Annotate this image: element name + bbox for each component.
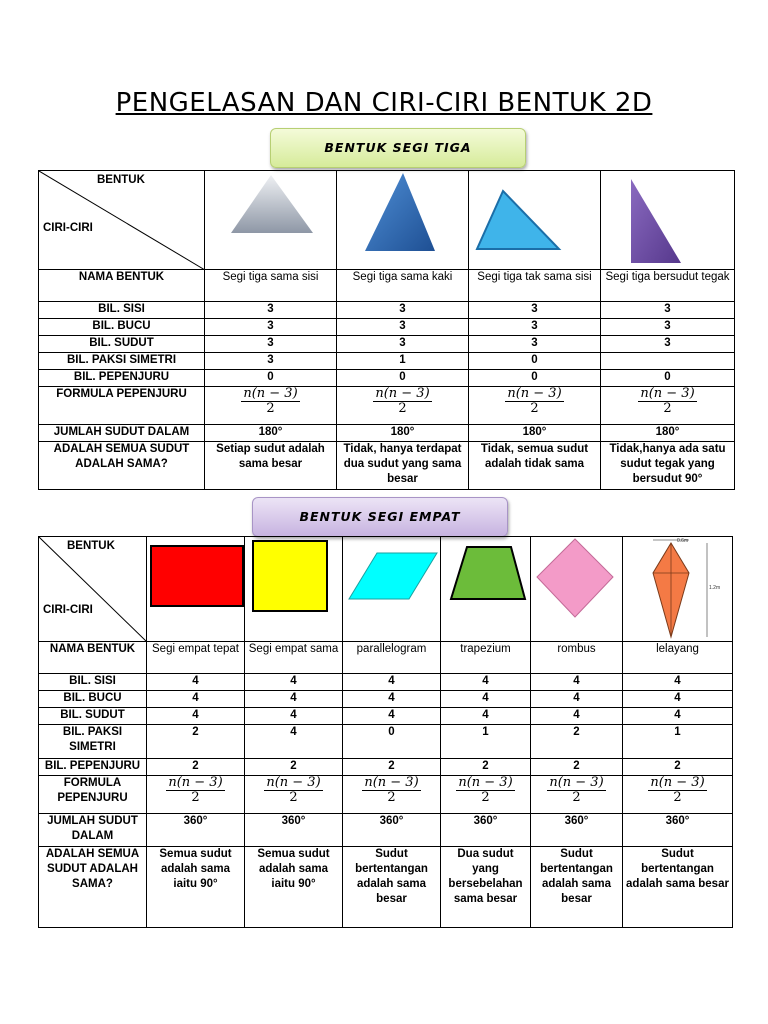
equilateral-triangle-icon	[205, 171, 337, 270]
formula-fraction	[505, 387, 563, 416]
formula-denominator: 2	[398, 401, 407, 416]
isosceles-triangle-icon	[337, 171, 469, 270]
cell-sudut: 4	[245, 708, 343, 725]
cell-pepenjuru: 2	[441, 759, 531, 776]
cell-nama: Segi tiga tak sama sisi	[469, 270, 601, 302]
cell-formula	[343, 776, 441, 814]
cell-sama: Tidak, hanya terdapat dua sudut yang sama besar	[337, 442, 469, 490]
shape-cell	[337, 171, 469, 270]
cell-jumlah: 180°	[205, 425, 337, 442]
formula-denominator: 2	[266, 401, 275, 416]
cell-nama: rombus	[531, 642, 623, 674]
row-label-sama: ADALAH SEMUA SUDUT ADALAH SAMA?	[39, 442, 205, 490]
formula-numerator: n(n − 3)	[458, 775, 513, 790]
cell-nama: Segi tiga sama kaki	[337, 270, 469, 302]
cell-pepenjuru: 2	[531, 759, 623, 776]
formula-denominator: 2	[572, 790, 581, 805]
cell-sama: Tidak, semua sudut adalah tidak sama	[469, 442, 601, 490]
triangle-table	[38, 170, 735, 490]
formula-denominator: 2	[530, 401, 539, 416]
formula-numerator: n(n − 3)	[549, 775, 604, 790]
cell-sudut: 4	[343, 708, 441, 725]
cell-sama: Sudut bertentangan adalah sama besar	[343, 847, 441, 928]
cell-pepenjuru: 2	[245, 759, 343, 776]
formula-fraction	[241, 387, 299, 416]
shape-cell	[601, 171, 735, 270]
cell-sudut: 3	[469, 336, 601, 353]
cell-formula	[601, 387, 735, 425]
cell-nama: Segi empat tepat	[147, 642, 245, 674]
cell-paksi: 3	[205, 353, 337, 370]
cell-sisi: 3	[469, 302, 601, 319]
cell-bucu: 4	[441, 691, 531, 708]
row-label-paksi: BIL. PAKSI SIMETRI	[39, 353, 205, 370]
cell-paksi: 1	[337, 353, 469, 370]
header-ciri-ciri: CIRI-CIRI	[43, 222, 93, 234]
shape-cell	[469, 171, 601, 270]
formula-numerator: n(n − 3)	[243, 386, 298, 401]
cell-formula	[469, 387, 601, 425]
shape-cell	[623, 537, 733, 642]
row-label-sisi: BIL. SISI	[39, 674, 147, 691]
cell-bucu: 4	[147, 691, 245, 708]
page-title: PENGELASAN DAN CIRI-CIRI BENTUK 2D	[115, 88, 653, 118]
cell-nama: Segi empat sama	[245, 642, 343, 674]
cell-bucu: 4	[343, 691, 441, 708]
formula-fraction	[264, 776, 322, 805]
row-label-sudut: BIL. SUDUT	[39, 336, 205, 353]
formula-fraction	[648, 776, 706, 805]
cell-nama: Segi tiga sama sisi	[205, 270, 337, 302]
cell-bucu: 3	[337, 319, 469, 336]
row-label-pepenjuru: BIL. PEPENJURU	[39, 370, 205, 387]
row-label-formula: FORMULA PEPENJURU	[39, 776, 147, 814]
cell-paksi: 0	[343, 725, 441, 759]
cell-jumlah: 360°	[147, 814, 245, 847]
cell-bucu: 3	[601, 319, 735, 336]
cell-paksi	[601, 353, 735, 370]
cell-paksi: 1	[441, 725, 531, 759]
cell-formula	[205, 387, 337, 425]
cell-bucu: 3	[469, 319, 601, 336]
cell-jumlah: 360°	[441, 814, 531, 847]
cell-nama: Segi tiga bersudut tegak	[601, 270, 735, 302]
cell-paksi: 2	[531, 725, 623, 759]
row-label-pepenjuru: BIL. PEPENJURU	[39, 759, 147, 776]
cell-pepenjuru: 2	[623, 759, 733, 776]
cell-nama: trapezium	[441, 642, 531, 674]
row-label-sama: ADALAH SEMUA SUDUT ADALAH SAMA?	[39, 847, 147, 928]
trapezium-icon	[441, 537, 531, 642]
row-label-nama: NAMA BENTUK	[39, 270, 205, 302]
cell-sama: Semua sudut adalah sama iaitu 90°	[147, 847, 245, 928]
cell-nama: lelayang	[623, 642, 733, 674]
formula-denominator: 2	[191, 790, 200, 805]
cell-jumlah: 180°	[469, 425, 601, 442]
header-bentuk: BENTUK	[97, 174, 145, 186]
cell-paksi: 0	[469, 353, 601, 370]
cell-pepenjuru: 2	[147, 759, 245, 776]
cell-pepenjuru: 0	[337, 370, 469, 387]
cell-sudut: 4	[531, 708, 623, 725]
cell-sama: Dua sudut yang bersebelahan sama besar	[441, 847, 531, 928]
shape-cell	[245, 537, 343, 642]
cell-sisi: 4	[245, 674, 343, 691]
cell-sudut: 3	[205, 336, 337, 353]
cell-formula	[337, 387, 469, 425]
cell-sama: Sudut bertentangan adalah sama besar	[531, 847, 623, 928]
formula-denominator: 2	[663, 401, 672, 416]
formula-denominator: 2	[387, 790, 396, 805]
cell-sisi: 3	[205, 302, 337, 319]
formula-denominator: 2	[289, 790, 298, 805]
cell-pepenjuru: 0	[469, 370, 601, 387]
formula-fraction	[456, 776, 514, 805]
rhombus-icon	[531, 537, 623, 642]
row-label-jumlah: JUMLAH SUDUT DALAM	[39, 814, 147, 847]
cell-sama: Tidak,hanya ada satu sudut tegak yang bersudut 90°	[601, 442, 735, 490]
cell-paksi: 1	[623, 725, 733, 759]
cell-paksi: 4	[245, 725, 343, 759]
row-label-bucu: BIL. BUCU	[39, 691, 147, 708]
cell-formula	[147, 776, 245, 814]
cell-formula	[531, 776, 623, 814]
header-diagonal-cell	[39, 171, 205, 270]
formula-numerator: n(n − 3)	[168, 775, 223, 790]
formula-numerator: n(n − 3)	[364, 775, 419, 790]
kite-dim-side: 1.2m	[709, 585, 721, 591]
formula-numerator: n(n − 3)	[640, 386, 695, 401]
formula-fraction	[362, 776, 420, 805]
cell-sisi: 4	[441, 674, 531, 691]
cell-sudut: 4	[147, 708, 245, 725]
parallelogram-icon	[343, 537, 441, 642]
formula-numerator: n(n − 3)	[266, 775, 321, 790]
cell-jumlah: 360°	[531, 814, 623, 847]
cell-sudut: 3	[601, 336, 735, 353]
cell-sudut: 3	[337, 336, 469, 353]
banner-bentuk-segi-tiga: BENTUK SEGI TIGA	[270, 128, 526, 168]
header-ciri-ciri: CIRI-CIRI	[43, 604, 93, 616]
row-label-sudut: BIL. SUDUT	[39, 708, 147, 725]
cell-pepenjuru: 2	[343, 759, 441, 776]
header-diagonal-cell	[39, 537, 147, 642]
quadrilateral-table	[38, 536, 733, 928]
row-label-paksi: BIL. PAKSI SIMETRI	[39, 725, 147, 759]
cell-bucu: 3	[205, 319, 337, 336]
scalene-triangle-icon	[469, 171, 601, 270]
cell-nama: parallelogram	[343, 642, 441, 674]
formula-numerator: n(n − 3)	[507, 386, 562, 401]
shape-cell	[441, 537, 531, 642]
row-label-bucu: BIL. BUCU	[39, 319, 205, 336]
cell-pepenjuru: 0	[205, 370, 337, 387]
cell-sisi: 4	[343, 674, 441, 691]
right-triangle-icon	[601, 171, 735, 270]
row-label-jumlah: JUMLAH SUDUT DALAM	[39, 425, 205, 442]
row-label-formula: FORMULA PEPENJURU	[39, 387, 205, 425]
cell-sisi: 4	[531, 674, 623, 691]
formula-fraction	[166, 776, 224, 805]
cell-jumlah: 180°	[601, 425, 735, 442]
formula-numerator: n(n − 3)	[375, 386, 430, 401]
formula-denominator: 2	[481, 790, 490, 805]
formula-fraction	[547, 776, 605, 805]
cell-sama: Sudut bertentangan adalah sama besar	[623, 847, 733, 928]
rectangle-icon	[147, 537, 245, 642]
cell-jumlah: 360°	[623, 814, 733, 847]
formula-fraction	[373, 387, 431, 416]
cell-bucu: 4	[623, 691, 733, 708]
cell-jumlah: 360°	[245, 814, 343, 847]
row-label-nama: NAMA BENTUK	[39, 642, 147, 674]
formula-numerator: n(n − 3)	[650, 775, 705, 790]
header-bentuk: BENTUK	[67, 540, 115, 552]
cell-sisi: 4	[147, 674, 245, 691]
kite-icon	[623, 537, 733, 642]
cell-formula	[245, 776, 343, 814]
shape-cell	[147, 537, 245, 642]
banner-bentuk-segi-empat: BENTUK SEGI EMPAT	[252, 497, 508, 537]
shape-cell	[205, 171, 337, 270]
kite-dim-top: 0.6m	[677, 538, 689, 544]
cell-sudut: 4	[441, 708, 531, 725]
cell-sisi: 3	[337, 302, 469, 319]
square-icon	[245, 537, 343, 642]
cell-jumlah: 180°	[337, 425, 469, 442]
cell-formula	[441, 776, 531, 814]
cell-paksi: 2	[147, 725, 245, 759]
cell-formula	[623, 776, 733, 814]
row-label-sisi: BIL. SISI	[39, 302, 205, 319]
cell-bucu: 4	[245, 691, 343, 708]
formula-fraction	[638, 387, 696, 416]
cell-sama: Setiap sudut adalah sama besar	[205, 442, 337, 490]
cell-sama: Semua sudut adalah sama iaitu 90°	[245, 847, 343, 928]
cell-jumlah: 360°	[343, 814, 441, 847]
cell-sudut: 4	[623, 708, 733, 725]
formula-denominator: 2	[673, 790, 682, 805]
cell-pepenjuru: 0	[601, 370, 735, 387]
shape-cell	[531, 537, 623, 642]
cell-sisi: 3	[601, 302, 735, 319]
cell-bucu: 4	[531, 691, 623, 708]
cell-sisi: 4	[623, 674, 733, 691]
shape-cell	[343, 537, 441, 642]
